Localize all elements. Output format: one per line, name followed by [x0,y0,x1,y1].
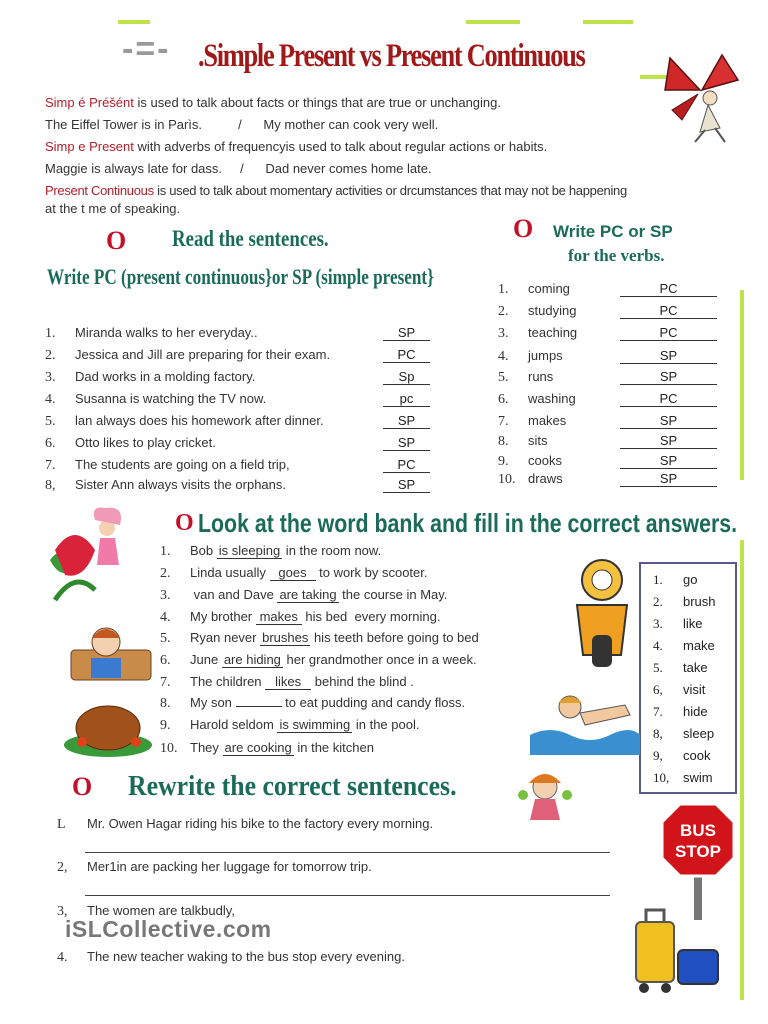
word-bank-word: go [683,572,698,587]
sentence-start: Linda usually [190,565,270,580]
item-number: 5. [653,660,663,675]
sentence-start: Bob [190,543,217,558]
answer-blank[interactable]: goes [270,565,316,581]
fill-row [160,587,447,604]
section-bullet: O [175,510,194,536]
luggage-illustration [628,900,728,1000]
item-number: 6. [160,653,171,668]
fill-row [160,674,414,691]
answer-blank[interactable]: SP [620,453,717,469]
rewrite-row [57,949,405,966]
verb-row [498,433,548,450]
verb-row [498,369,553,386]
item-number: L [57,817,66,832]
sentence-end: the course in May. [338,587,448,602]
section-bullet: O [106,226,127,255]
sentence-end: in the pool. [352,717,420,732]
sentence-start: Ryan never [190,630,261,645]
answer-blank[interactable]: PC [620,391,717,407]
sentence-row [45,391,266,408]
sentence-text: Miranda walks to her everyday.. [75,325,258,340]
answer-blank[interactable]: SP [620,348,717,364]
item-number: 1. [160,544,171,559]
item-number: 3. [498,326,509,341]
sentence-text: Otto likes to play cricket. [75,435,216,450]
sentence-row [45,347,330,364]
verb-row [498,281,570,298]
word-bank-item [653,726,714,742]
sentence-text: Mer1in are packing her luggage for tomorrow trip. [87,859,372,874]
answer-blank[interactable]: are taking [279,587,337,602]
sentence-row [45,369,255,386]
verb-text: washing [528,391,576,406]
intro-line: Present Continuous is used to talk about momentary activities or drcumstances that may not be happening [45,183,627,198]
answer-blank[interactable]: Sp [383,369,430,385]
answer-blank[interactable]: SP [620,413,717,429]
girl-illustration [515,765,575,825]
intro-example: The Eiffel Tower is in Parìs. / My mother can cook very well. [45,117,439,132]
section4-heading: Rewrite the correct sentences. [128,771,457,802]
item-number: 7. [498,414,509,429]
item-number: 6, [653,682,663,697]
sentence-row [45,413,324,430]
word-bank-word: sleep [683,726,715,741]
answer-blank[interactable]: PC [620,303,717,319]
rewrite-row [57,816,433,833]
item-number: 2. [160,566,171,581]
deco-bar [740,540,744,1000]
answer-blank[interactable]: SP [620,471,717,487]
section2-heading: Write PC or SP [553,222,673,241]
answer-blank[interactable]: brushes [262,630,309,645]
answer-blank[interactable]: are cooking [224,740,292,755]
verb-row [498,453,562,470]
item-number: 5. [45,414,56,429]
item-number: 3. [653,616,663,631]
item-number: 2. [653,594,663,609]
intro-line: at the t me of speaking. [45,201,181,216]
sentence-end: her grandmother once in a week. [282,652,477,667]
word-bank-item [653,704,708,720]
bus-stop-line2: STOP [675,842,721,861]
answer-blank[interactable]: PC [383,347,430,363]
intro-line: Simp é Préšént is used to talk about facts or things that are true or unchanging. [45,95,501,110]
word-bank-word: hide [683,704,708,719]
sentence-end: in the room now. [282,543,382,558]
item-number: 10, [653,770,670,785]
verb-text: studying [528,303,577,318]
verb-row [498,413,566,430]
sentence-end: his teeth before going to bed [310,630,479,645]
roast-turkey-illustration [60,690,155,760]
verb-row [498,391,576,408]
answer-blank[interactable]: likes [265,674,311,690]
page-title: .Simple Present vs Present Continuous [198,38,585,74]
item-number: 6. [45,436,56,451]
answer-blank[interactable]: SP [383,325,430,341]
item-number: 10. [498,472,516,487]
sentence-text: Sister Ann always visits the orphans. [75,477,286,492]
sentence-start: They [190,740,223,755]
answer-blank[interactable]: is swimming [279,717,351,732]
sentence-start: van and Dave [190,587,278,602]
answer-blank[interactable]: is sleeping [218,543,281,558]
deco-bar [583,20,633,24]
sentence-start: The children [190,674,266,689]
sentence-text: Dad works in a molding factory. [75,369,256,384]
word-bank-item [653,572,697,588]
item-number: 10. [160,741,178,756]
swimmer-illustration [530,685,640,755]
item-number: 8, [653,726,663,741]
sentence-start: June [190,652,222,667]
answer-blank[interactable]: SP [383,435,430,451]
item-number: 5. [498,370,509,385]
answer-line[interactable] [85,852,610,853]
sentence-text: The students are going on a field trip, [75,457,290,472]
answer-blank[interactable]: SP [383,413,430,429]
verb-text: cooks [528,453,562,468]
item-number: 5. [160,631,171,646]
word-bank-item [653,638,715,654]
boy-in-bed-illustration [66,620,156,690]
verb-text: sits [528,433,548,448]
word-bank-word: like [683,616,703,631]
item-number: 1. [498,282,509,297]
deco-bar [466,20,520,24]
item-number: 4. [498,349,509,364]
item-number: 2. [498,304,509,319]
verb-row [498,325,577,342]
item-number: 2. [45,348,56,363]
sentence-end: in the kitchen [293,740,374,755]
verb-text: teaching [528,325,578,340]
word-bank-item [653,748,710,764]
sentence-end: his bed every morning. [301,609,441,624]
fill-row [160,740,374,757]
word-bank-item [653,594,716,610]
answer-blank[interactable]: PC [383,457,430,473]
word-bank-word: cook [683,748,711,763]
sentence-start: Harold seldom [190,717,278,732]
item-number: 4. [57,950,68,965]
sentence-end: behind the blind . [311,674,414,689]
sentence-text: The women are talkbudly, [87,903,235,918]
answer-blank[interactable]: SP [383,477,430,493]
rewrite-row [57,859,372,876]
sentence-row [45,457,290,474]
word-bank-word: swim [683,770,713,785]
rewrite-row [57,903,235,920]
sentence-text: Mr. Owen Hagar riding his bike to the factory every morning. [87,816,434,831]
item-number: 3. [45,370,56,385]
answer-blank[interactable]: SP [620,369,717,385]
item-number: 9. [160,718,171,733]
answer-blank[interactable]: PC [620,281,717,297]
section1-subheading: Write PC (present continuous}or SP (simple present} [47,264,434,289]
verb-row [498,348,563,365]
fill-row [160,543,381,560]
sentence-end: to work by scooter. [315,565,428,580]
item-number: 4. [653,638,663,653]
verb-row [498,471,563,488]
verb-text: draws [528,471,563,486]
sentence-text: Susanna is watching the TV now. [75,391,267,406]
verb-text: runs [528,369,554,384]
deco-bar [740,290,744,480]
item-number: 8, [45,478,56,493]
sentence-row [45,325,258,342]
section2-heading: for the verbs. [568,246,665,265]
section1-heading: Read the sentences. [172,226,329,251]
word-bank-item [653,616,703,632]
fill-row [160,652,477,669]
answer-blank[interactable]: pc [383,391,430,407]
fill-row [160,630,479,647]
item-number: 3, [57,904,68,919]
item-number: 4. [45,392,56,407]
sentence-end: to eat pudding and candy floss. [281,695,466,710]
sentence-text: Jessica and Jill are preparing for their exam. [75,347,331,362]
word-bank [639,562,737,794]
word-bank-word: brush [683,594,716,609]
intro-example: Maggie is always late for dass. / Dad never comes home late. [45,161,432,176]
deco-bar [118,20,150,24]
answer-line[interactable] [85,895,610,896]
fill-row [160,717,419,734]
item-number: 7. [160,675,171,690]
item-number: 9, [653,748,663,763]
item-number: 6. [498,392,509,407]
answer-blank[interactable]: are hiding [223,652,281,667]
verb-text: coming [528,281,570,296]
fairy-illustration [660,50,750,145]
item-number: 3. [160,588,171,603]
deco-dash: -=- [122,30,171,68]
answer-blank[interactable] [236,706,282,707]
scooter-illustration [565,555,640,670]
answer-blank[interactable]: SP [620,433,717,449]
sentence-text: lan always does his homework after dinner. [75,413,324,428]
verb-text: makes [528,413,567,428]
sentence-start: My brother [190,609,256,624]
answer-blank[interactable]: PC [620,325,717,341]
section-bullet: O [513,214,534,243]
sentence-row [45,477,286,494]
item-number: 7. [653,704,663,719]
flower-fairy-illustration [35,500,145,610]
word-bank-item [653,770,713,786]
word-bank-word: take [683,660,708,675]
word-bank-item [653,660,708,676]
fill-row [160,695,465,712]
item-number: 8. [498,434,509,449]
sentence-text: The new teacher waking to the bus stop every evening. [87,949,405,964]
word-bank-item [653,682,705,698]
item-number: 4. [160,610,171,625]
sentence-row [45,435,216,452]
item-number: 8. [160,696,171,711]
verb-text: jumps [528,348,563,363]
fill-row [160,609,440,626]
section3-heading: Look at the word bank and fill in the correct answers. [198,508,738,538]
site-logo: iSLCollective.com [65,916,272,942]
word-bank-word: make [683,638,715,653]
item-number: 2, [57,860,68,875]
section-bullet: O [72,772,93,801]
fill-row [160,565,428,582]
intro-line: Simp e Present with adverbs of frequencyis used to talk about regular actions or habits. [45,139,548,154]
sentence-start: My son [190,695,236,710]
item-number: 7. [45,458,56,473]
item-number: 1. [45,326,56,341]
word-bank-word: visit [683,682,706,697]
answer-blank[interactable]: makes [256,609,302,625]
item-number: 1. [653,572,663,587]
item-number: 9. [498,454,509,469]
bus-stop-line1: BUS [680,821,716,840]
verb-row [498,303,576,320]
